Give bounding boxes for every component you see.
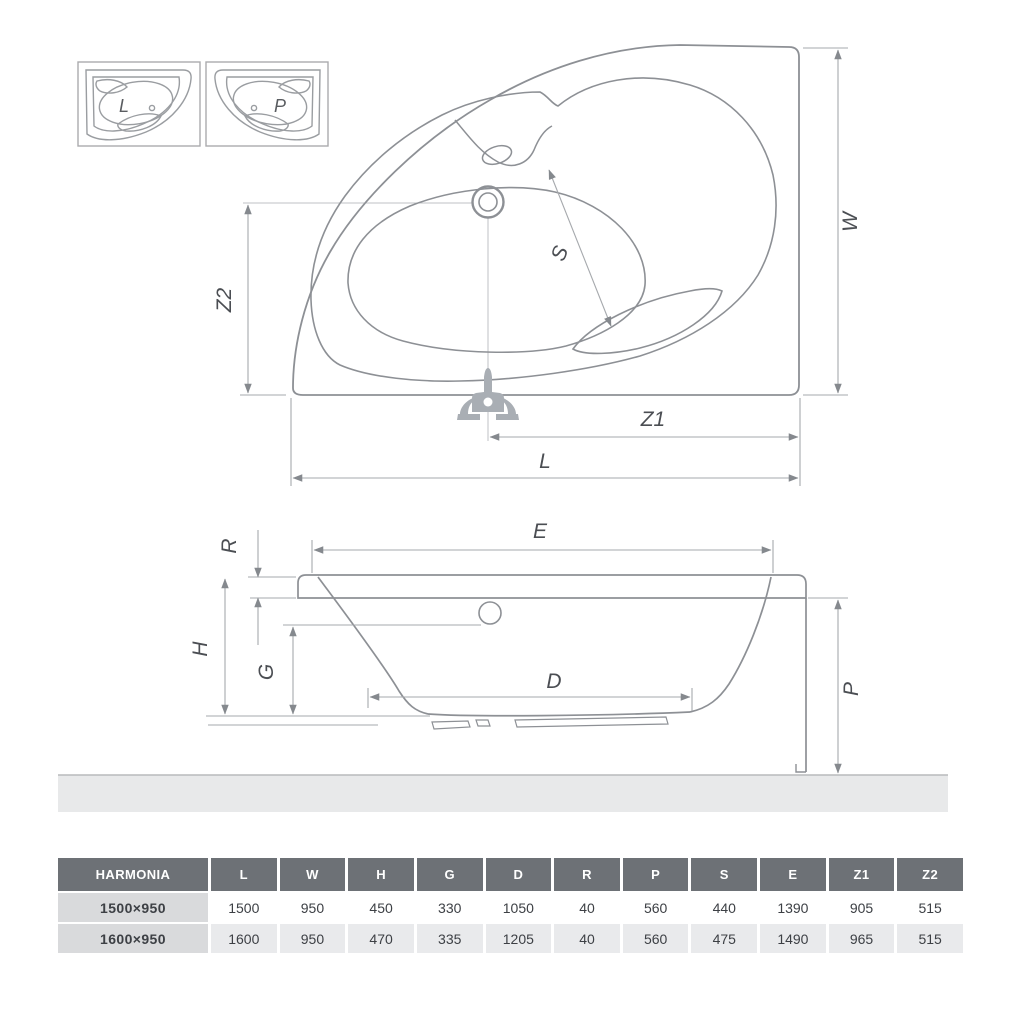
table-row-size: 1500×950 bbox=[58, 893, 208, 922]
table-cell: 40 bbox=[554, 893, 620, 922]
table-cell: 1205 bbox=[486, 924, 552, 953]
table-cell: 1050 bbox=[486, 893, 552, 922]
table-header-Z1: Z1 bbox=[829, 858, 895, 891]
thumb-label-P: P bbox=[273, 96, 287, 116]
jet-oval bbox=[480, 142, 514, 167]
table-cell: 1490 bbox=[760, 924, 826, 953]
side-dimension-lines bbox=[206, 530, 848, 773]
table-cell: 560 bbox=[623, 893, 689, 922]
table-cell: 450 bbox=[348, 893, 414, 922]
table-header-W: W bbox=[280, 858, 346, 891]
dim-label-E: E bbox=[532, 520, 548, 543]
basin-floor-contour bbox=[348, 188, 645, 353]
table-header-H: H bbox=[348, 858, 414, 891]
table-header-L: L bbox=[211, 858, 277, 891]
headrest-pocket bbox=[455, 120, 552, 165]
table-header-G: G bbox=[417, 858, 483, 891]
table-cell: 905 bbox=[829, 893, 895, 922]
table-cell: 515 bbox=[897, 893, 963, 922]
table-cell: 950 bbox=[280, 893, 346, 922]
dim-label-S: S bbox=[546, 242, 574, 265]
table-cell: 440 bbox=[691, 893, 757, 922]
table-header-D: D bbox=[486, 858, 552, 891]
table-row-size: 1600×950 bbox=[58, 924, 208, 953]
dim-label-L: L bbox=[539, 450, 551, 473]
table-cell: 335 bbox=[417, 924, 483, 953]
dim-label-P: P bbox=[840, 681, 863, 697]
floor-strip bbox=[58, 775, 948, 812]
table-cell: 40 bbox=[554, 924, 620, 953]
dim-label-H: H bbox=[189, 641, 212, 657]
table-header-S: S bbox=[691, 858, 757, 891]
dim-label-D: D bbox=[546, 670, 562, 693]
plan-view bbox=[213, 45, 862, 486]
table-cell: 965 bbox=[829, 924, 895, 953]
drain-icon bbox=[473, 187, 504, 218]
table-cell: 950 bbox=[280, 924, 346, 953]
bathtub-outer-shell bbox=[293, 45, 799, 395]
side-view bbox=[58, 520, 948, 812]
thumbnail-left-tub bbox=[78, 62, 200, 146]
dim-label-Z2: Z2 bbox=[213, 287, 236, 313]
dim-label-R: R bbox=[218, 538, 241, 554]
table-cell: 1500 bbox=[211, 893, 277, 922]
dim-label-Z1: Z1 bbox=[640, 408, 666, 431]
thumbnail-right-tub bbox=[206, 62, 328, 146]
dim-label-G: G bbox=[255, 663, 278, 681]
table-cell: 1600 bbox=[211, 924, 277, 953]
table-cell: 475 bbox=[691, 924, 757, 953]
table-header-R: R bbox=[554, 858, 620, 891]
bathtub-basin-contour bbox=[311, 78, 776, 381]
table-cell: 560 bbox=[623, 924, 689, 953]
construction-lines bbox=[243, 203, 488, 441]
seat-contour bbox=[573, 289, 722, 354]
spec-table bbox=[58, 858, 963, 953]
table-header-E: E bbox=[760, 858, 826, 891]
table-cell: 1390 bbox=[760, 893, 826, 922]
plan-dimension-lines bbox=[240, 48, 848, 486]
table-cell: 330 bbox=[417, 893, 483, 922]
table-cell: 515 bbox=[897, 924, 963, 953]
orientation-thumbnails bbox=[78, 62, 328, 146]
dim-label-W: W bbox=[839, 212, 862, 232]
table-header-harmonia: HARMONIA bbox=[58, 858, 208, 891]
table-header-P: P bbox=[623, 858, 689, 891]
table-header-Z2: Z2 bbox=[897, 858, 963, 891]
thumb-label-L: L bbox=[118, 96, 130, 116]
table-cell: 470 bbox=[348, 924, 414, 953]
